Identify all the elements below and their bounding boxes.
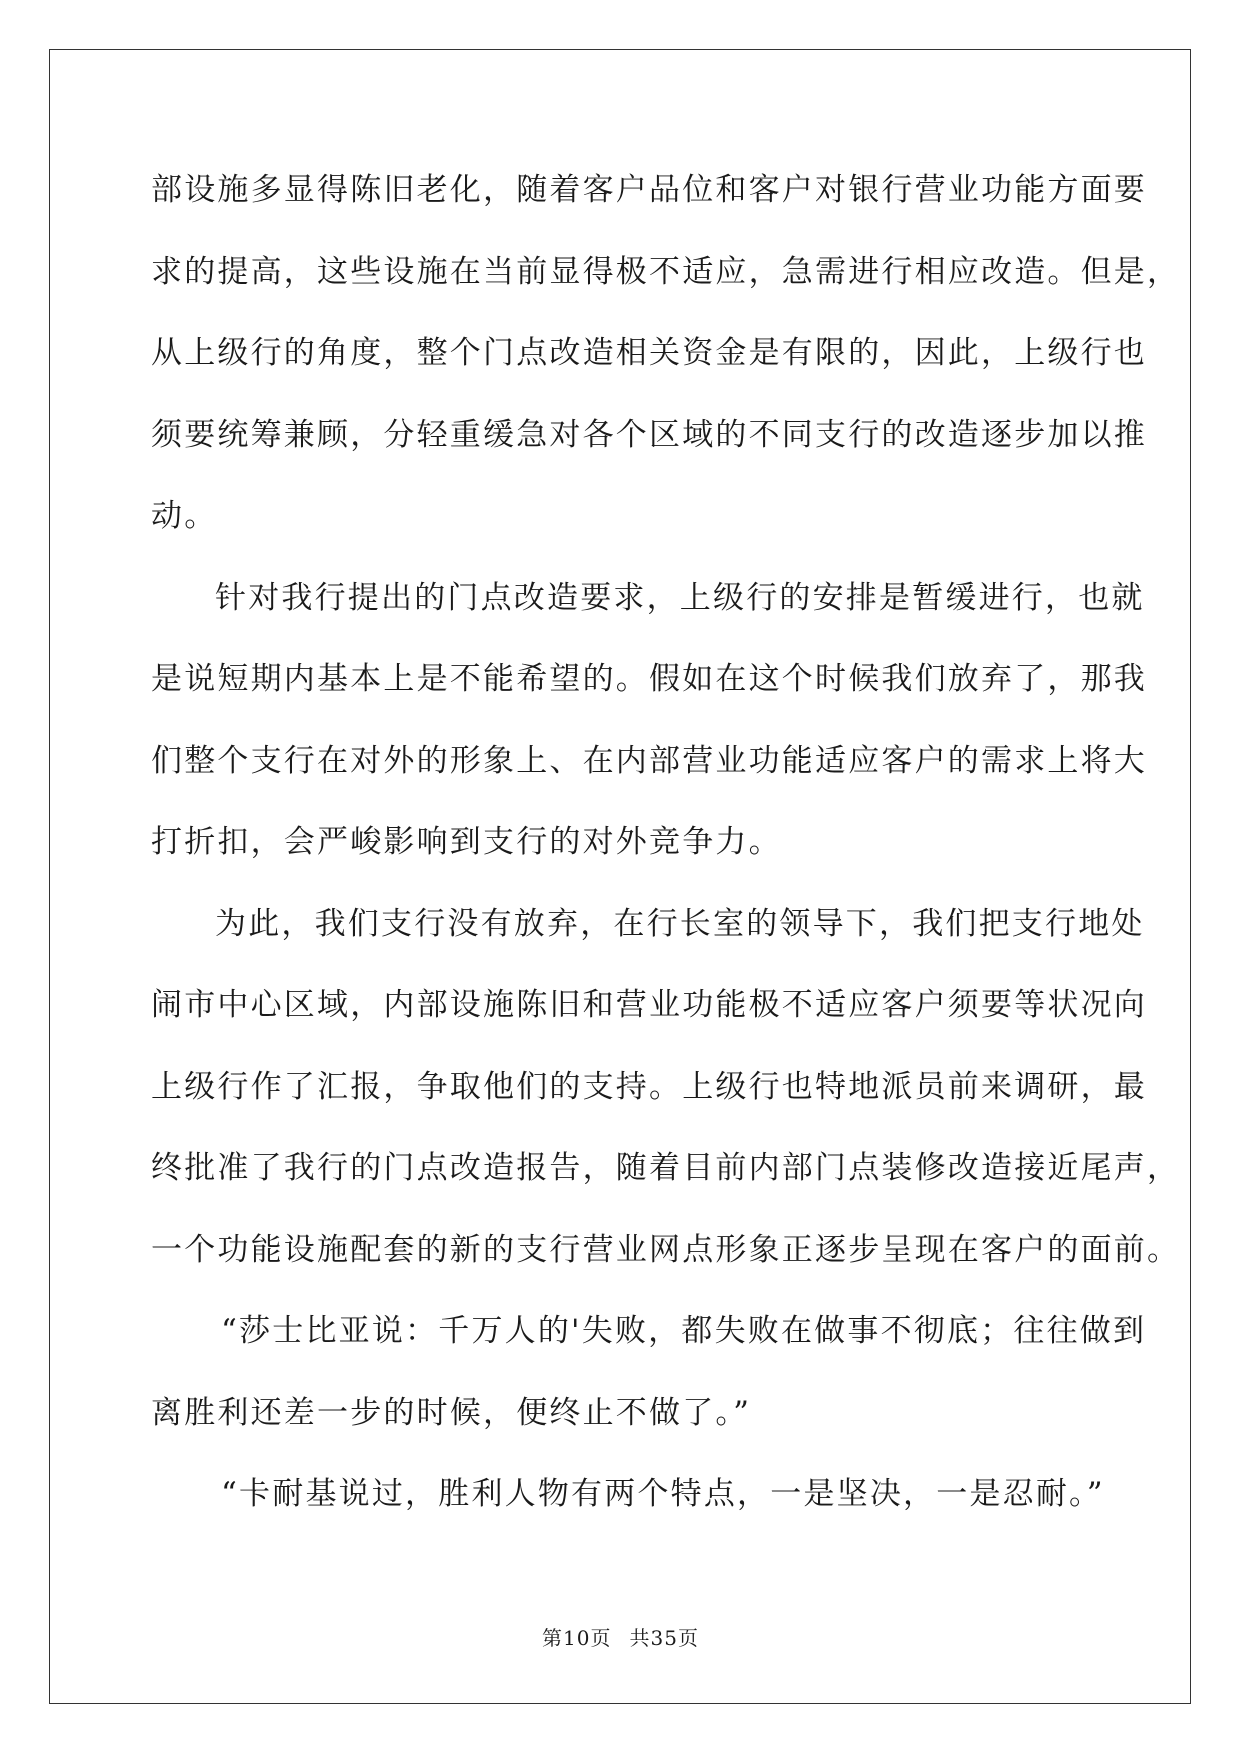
text-line: 动。 bbox=[151, 498, 218, 534]
text-line: 一个功能设施配套的新的支行营业网点形象正逐步呈现在客户的面前。 bbox=[151, 1231, 1181, 1268]
text-line: 打折扣，会严峻影响到支行的对外竞争力。 bbox=[151, 824, 782, 860]
text-line: 离胜利还差一步的时候，便终止不做了。” bbox=[151, 1394, 752, 1431]
text-line: 须要统筹兼顾，分轻重缓急对各个区域的不同支行的改造逐步加以推 bbox=[151, 416, 1147, 453]
page-footer bbox=[0, 1622, 1241, 1651]
quote-start-line: “莎士比亚说：千万人的'失败，都失败在做事不彻底；往往做到 bbox=[221, 1313, 1147, 1349]
text-line: 是说短期内基本上是不能希望的。假如在这个时候我们放弃了，那我 bbox=[151, 661, 1147, 697]
text-line: 终批准了我行的门点改造报告，随着目前内部门点装修改造接近尾声， bbox=[151, 1150, 1181, 1186]
text-line: 上级行作了汇报，争取他们的支持。上级行也特地派员前来调研，最 bbox=[151, 1068, 1147, 1105]
text-line: 们整个支行在对外的形象上、在内部营业功能适应客户的需求上将大 bbox=[151, 742, 1147, 779]
text-line: 求的提高，这些设施在当前显得极不适应，急需进行相应改造。但是， bbox=[151, 253, 1181, 290]
paragraph-start-line: 为此，我们支行没有放弃，在行长室的领导下，我们把支行地处 bbox=[215, 905, 1145, 942]
text-line: 从上级行的角度，整个门点改造相关资金是有限的，因此，上级行也 bbox=[151, 335, 1147, 371]
document-body bbox=[151, 160, 1181, 1546]
text-line: 闹市中心区域，内部设施陈旧和营业功能极不适应客户须要等状况向 bbox=[151, 987, 1147, 1023]
text-line: 部设施多显得陈旧老化，随着客户品位和客户对银行营业功能方面要 bbox=[151, 172, 1147, 208]
page-total: 共35页 bbox=[629, 1626, 699, 1650]
page-number: 第10页 bbox=[542, 1626, 612, 1650]
paragraph-start-line: 针对我行提出的门点改造要求，上级行的安排是暂缓进行，也就 bbox=[215, 579, 1145, 616]
quote-start-line: “卡耐基说过，胜利人物有两个特点，一是坚决，一是忍耐。” bbox=[221, 1476, 1105, 1512]
